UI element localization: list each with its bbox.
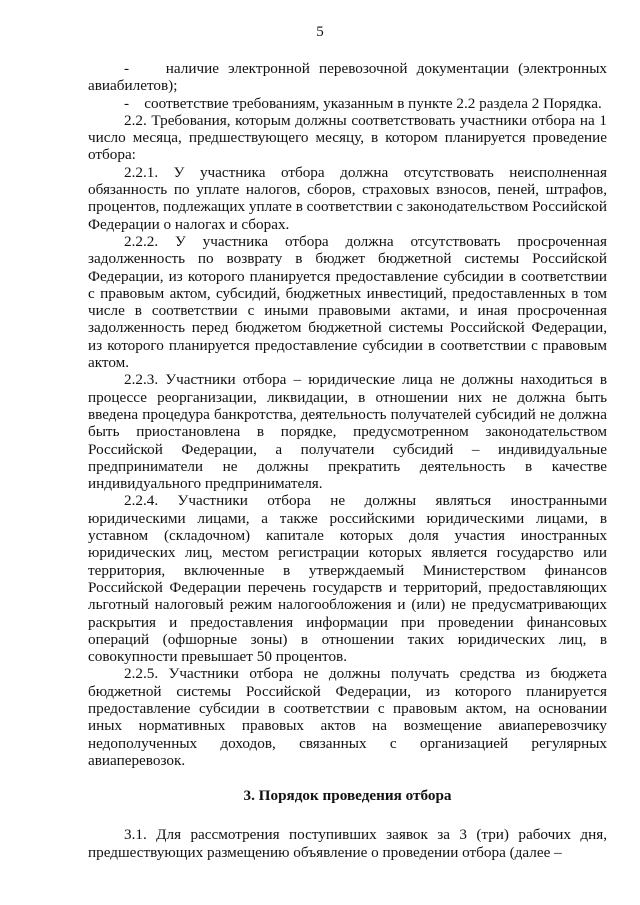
page-number: 5 [316,24,324,40]
clause-2-2: 2.2. Требования, которым должны соответствовать участники отбора на 1 число месяца, предшествующего месяцу, в котором планируется проведение отбора: [88,111,607,164]
clause-2-2-1: 2.2.1. У участника отбора должна отсутствовать неисполненная обязанность по уплате налогов, сборов, страховых взносов, пеней, штрафов, процентов, подлежащих уплате в соответствии с законодательством Российской Федерации о налогах и сборах. [88,163,608,233]
clause-2-2-2: 2.2.2. У участника отбора должна отсутствовать просроченная задолженность по возврату в бюджет бюджетной системы Российской Федерации, из которого планируется предоставление субсидии в соответствии с правовым актом, субсидий, бюджетных инвестиций, предоставленных в том числе в соответствии с иными правовыми актами, и иная просроченная задолженность перед бюджетом бюджетной системы Российской Федерации, из которого планируется предоставление субсидии в соответствии с правовым актом. [88,232,607,372]
bullet-item: - соответствие требованиям, указанным в пункте 2.2 раздела 2 Порядка. [124,94,602,112]
section-heading: 3. Порядок проведения отбора [243,787,452,805]
clause-2-2-3: 2.2.3. Участники отбора – юридические лица не должны находиться в процессе реорганизации, ликвидации, в отношении них не должна быть введена процедура банкротства, деятельность получателей субсидий не должна быть приостановлена в порядке, предусмотренном законодательством Российской Федерации, а получатели субсидий – индивидуальные предприниматели не должны прекратить деятельность в качестве индивидуального предпринимателя. [88,371,607,493]
bullet-item: - наличие электронной перевозочной документации (электронных авиабилетов); [88,60,607,95]
clause-2-2-4: 2.2.4. Участники отбора не должны являться иностранными юридическими лицами, а также российскими юридическими лицами, в уставном (складочном) капитале которых доля участия иностранных юридических лиц, местом регистрации которых является государство или территория, включенные в утверждаемый Министерством финансов Российской Федерации перечень государств и территорий, предоставляющих льготный налоговый режим налогообложения и (или) не предусматривающих раскрытия и предоставления информации при проведении финансовых операций (офшорные зоны) в отношении таких юридических лиц, в совокупности превышает 50 процентов. [88,492,607,666]
document-body [88,60,607,861]
clause-2-2-5: 2.2.5. Участники отбора не должны получать средства из бюджета бюджетной системы Российской Федерации, из которого планируется предоставление субсидии в соответствии с правовым актом, на основании иных нормативных правовых актов на возмещение авиаперевозчику недополученных доходов, связанных с организацией регулярных авиаперевозок. [88,665,607,769]
clause-3-1: 3.1. Для рассмотрения поступивших заявок за 3 (три) рабочих дня, предшествующих размещению объявление о проведении отбора (далее – [88,826,607,861]
